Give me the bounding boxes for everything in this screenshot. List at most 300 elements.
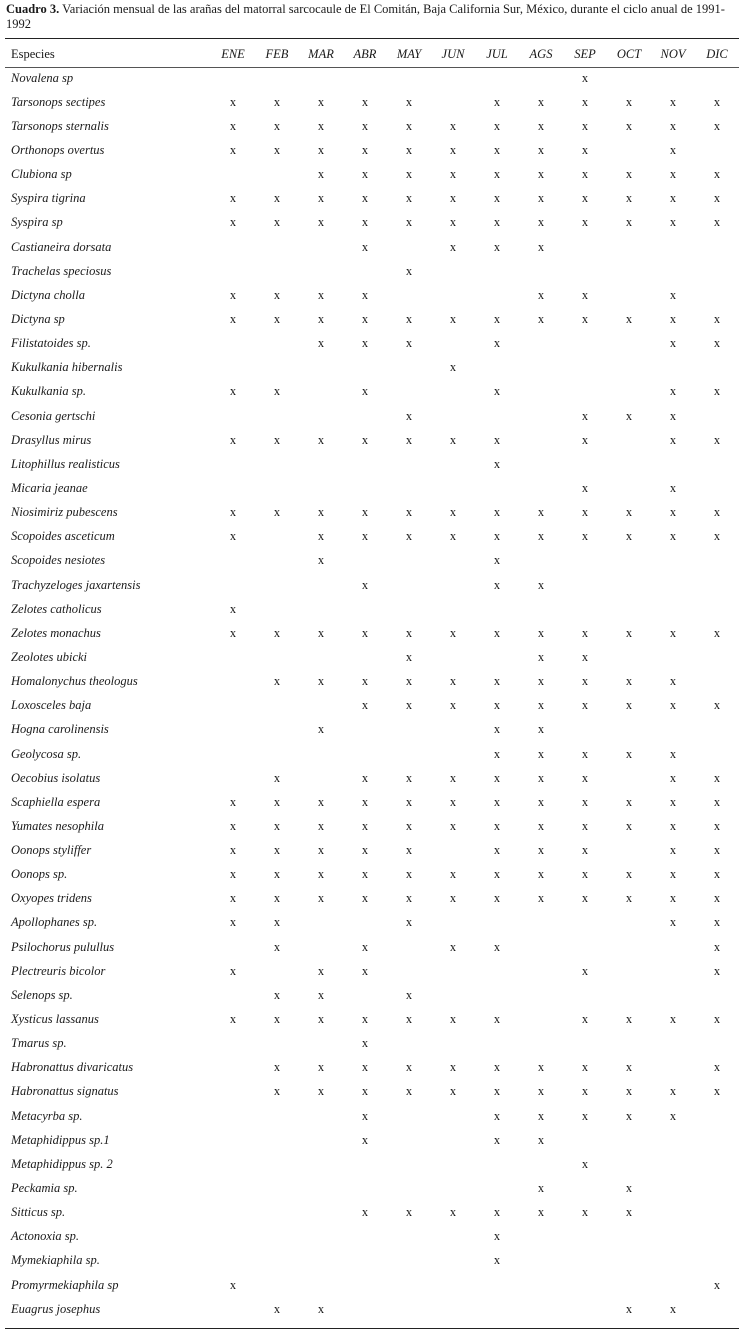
- presence-cell: x: [229, 891, 237, 906]
- presence-cell: [651, 1176, 695, 1200]
- presence-cell: x: [537, 818, 545, 833]
- table-row: [5, 1273, 739, 1297]
- presence-cell: [343, 983, 387, 1007]
- presence-cell: x: [273, 215, 281, 230]
- presence-cell: x: [713, 118, 721, 133]
- presence-cell: [255, 959, 299, 983]
- species-name: Castianeira dorsata: [11, 239, 112, 254]
- presence-cell: [607, 645, 651, 669]
- presence-cell: [695, 452, 739, 476]
- presence-cell: x: [669, 770, 677, 785]
- presence-cell: x: [493, 118, 501, 133]
- presence-cell: [431, 283, 475, 307]
- presence-cell: x: [317, 674, 325, 689]
- presence-cell: x: [713, 167, 721, 182]
- presence-cell: x: [229, 191, 237, 206]
- presence-cell: [211, 1176, 255, 1200]
- presence-cell: x: [581, 70, 589, 85]
- presence-cell: [211, 1080, 255, 1104]
- presence-cell: [695, 404, 739, 428]
- presence-cell: x: [625, 818, 633, 833]
- presence-cell: x: [581, 191, 589, 206]
- presence-cell: [651, 935, 695, 959]
- presence-cell: [695, 476, 739, 500]
- species-name: Geolycosa sp.: [11, 746, 82, 761]
- presence-cell: x: [537, 167, 545, 182]
- presence-cell: [607, 1225, 651, 1249]
- presence-cell: x: [669, 867, 677, 882]
- presence-cell: x: [669, 480, 677, 495]
- presence-cell: [563, 573, 607, 597]
- presence-cell: [607, 959, 651, 983]
- presence-cell: x: [581, 1012, 589, 1027]
- presence-cell: x: [405, 843, 413, 858]
- presence-cell: [299, 476, 343, 500]
- presence-cell: [607, 332, 651, 356]
- presence-cell: x: [581, 891, 589, 906]
- table-row: [5, 597, 739, 621]
- presence-cell: [211, 549, 255, 573]
- presence-cell: x: [405, 191, 413, 206]
- presence-cell: x: [713, 505, 721, 520]
- presence-cell: x: [273, 794, 281, 809]
- presence-cell: [431, 404, 475, 428]
- presence-cell: [255, 742, 299, 766]
- presence-cell: x: [405, 529, 413, 544]
- presence-cell: [211, 1297, 255, 1321]
- table-caption: [6, 2, 736, 32]
- presence-cell: x: [361, 505, 369, 520]
- presence-cell: [475, 1273, 519, 1297]
- presence-cell: x: [669, 191, 677, 206]
- presence-cell: x: [273, 432, 281, 447]
- presence-cell: x: [361, 963, 369, 978]
- presence-cell: x: [669, 94, 677, 109]
- presence-cell: x: [317, 1084, 325, 1099]
- presence-cell: [211, 573, 255, 597]
- presence-cell: [343, 1297, 387, 1321]
- presence-cell: x: [537, 142, 545, 157]
- presence-cell: [607, 1128, 651, 1152]
- species-name: Oxyopes tridens: [11, 891, 92, 906]
- header-month: DIC: [706, 47, 728, 61]
- presence-cell: [607, 1152, 651, 1176]
- presence-cell: x: [317, 843, 325, 858]
- presence-cell: [695, 1104, 739, 1128]
- presence-cell: x: [317, 432, 325, 447]
- presence-cell: [475, 645, 519, 669]
- table-row: [5, 549, 739, 573]
- presence-cell: [387, 1152, 431, 1176]
- presence-cell: x: [361, 336, 369, 351]
- presence-cell: [211, 66, 255, 90]
- presence-cell: [695, 138, 739, 162]
- presence-cell: x: [581, 963, 589, 978]
- presence-cell: [255, 1201, 299, 1225]
- presence-cell: [343, 476, 387, 500]
- presence-cell: x: [713, 1060, 721, 1075]
- presence-cell: [651, 1225, 695, 1249]
- presence-cell: [211, 766, 255, 790]
- presence-cell: [695, 235, 739, 259]
- presence-cell: [475, 1152, 519, 1176]
- presence-cell: x: [273, 118, 281, 133]
- presence-cell: x: [229, 311, 237, 326]
- presence-cell: x: [581, 142, 589, 157]
- presence-cell: x: [405, 118, 413, 133]
- presence-cell: x: [361, 142, 369, 157]
- presence-cell: x: [449, 867, 457, 882]
- presence-cell: [607, 597, 651, 621]
- presence-cell: x: [449, 891, 457, 906]
- presence-cell: x: [493, 142, 501, 157]
- species-name: Metacyrba sp.: [11, 1108, 83, 1123]
- presence-cell: [695, 1128, 739, 1152]
- presence-cell: x: [493, 674, 501, 689]
- presence-cell: [607, 983, 651, 1007]
- presence-cell: [651, 356, 695, 380]
- presence-cell: x: [361, 239, 369, 254]
- species-name: Loxosceles baja: [11, 698, 92, 713]
- presence-cell: x: [713, 867, 721, 882]
- presence-cell: [211, 983, 255, 1007]
- presence-cell: [387, 1249, 431, 1273]
- presence-cell: [651, 549, 695, 573]
- presence-cell: x: [537, 770, 545, 785]
- presence-cell: x: [493, 818, 501, 833]
- presence-cell: x: [625, 167, 633, 182]
- presence-cell: x: [405, 505, 413, 520]
- presence-cell: x: [317, 963, 325, 978]
- header-month: AGS: [529, 47, 553, 61]
- presence-cell: x: [229, 601, 237, 616]
- presence-cell: x: [273, 1060, 281, 1075]
- presence-cell: x: [273, 843, 281, 858]
- presence-cell: [607, 356, 651, 380]
- table-row: [5, 983, 739, 1007]
- presence-cell: x: [361, 843, 369, 858]
- presence-cell: x: [405, 311, 413, 326]
- presence-cell: x: [581, 311, 589, 326]
- presence-cell: [475, 404, 519, 428]
- presence-cell: x: [273, 1301, 281, 1316]
- presence-cell: [651, 597, 695, 621]
- presence-cell: [211, 163, 255, 187]
- presence-cell: [431, 1225, 475, 1249]
- presence-cell: [563, 380, 607, 404]
- presence-cell: [519, 476, 563, 500]
- species-name: Trachelas speciosus: [11, 263, 112, 278]
- presence-cell: x: [537, 311, 545, 326]
- presence-cell: x: [493, 794, 501, 809]
- presence-cell: [519, 404, 563, 428]
- presence-cell: [431, 839, 475, 863]
- presence-cell: [299, 645, 343, 669]
- presence-cell: x: [493, 553, 501, 568]
- presence-cell: [211, 670, 255, 694]
- table-row: [5, 525, 739, 549]
- presence-cell: [607, 235, 651, 259]
- presence-cell: [255, 549, 299, 573]
- presence-cell: [607, 452, 651, 476]
- presence-cell: [211, 1128, 255, 1152]
- presence-cell: [651, 259, 695, 283]
- presence-cell: [299, 1104, 343, 1128]
- presence-cell: [475, 66, 519, 90]
- presence-cell: x: [713, 891, 721, 906]
- presence-cell: [387, 597, 431, 621]
- presence-cell: x: [625, 215, 633, 230]
- presence-cell: x: [405, 987, 413, 1002]
- presence-cell: [651, 1128, 695, 1152]
- presence-cell: [475, 476, 519, 500]
- presence-cell: [607, 259, 651, 283]
- presence-cell: x: [669, 1108, 677, 1123]
- presence-cell: [651, 1201, 695, 1225]
- presence-cell: [387, 476, 431, 500]
- presence-cell: [475, 911, 519, 935]
- presence-cell: [607, 66, 651, 90]
- presence-cell: x: [625, 529, 633, 544]
- presence-cell: x: [581, 867, 589, 882]
- presence-cell: [387, 380, 431, 404]
- presence-cell: x: [361, 1205, 369, 1220]
- presence-cell: x: [361, 1012, 369, 1027]
- presence-cell: [695, 259, 739, 283]
- presence-cell: x: [361, 311, 369, 326]
- presence-cell: x: [625, 891, 633, 906]
- table-body: [5, 66, 739, 1321]
- presence-cell: x: [493, 1229, 501, 1244]
- presence-cell: x: [405, 625, 413, 640]
- presence-cell: x: [405, 1012, 413, 1027]
- presence-cell: [607, 1273, 651, 1297]
- header-month: JUL: [486, 47, 508, 61]
- header-species: Especies: [11, 47, 55, 61]
- presence-cell: x: [449, 698, 457, 713]
- presence-cell: x: [581, 843, 589, 858]
- presence-cell: x: [229, 142, 237, 157]
- presence-cell: [299, 1152, 343, 1176]
- presence-cell: [563, 718, 607, 742]
- presence-cell: x: [449, 794, 457, 809]
- presence-cell: [387, 356, 431, 380]
- presence-cell: [519, 1032, 563, 1056]
- presence-cell: [519, 1273, 563, 1297]
- presence-cell: [255, 573, 299, 597]
- presence-cell: x: [229, 867, 237, 882]
- presence-cell: x: [537, 191, 545, 206]
- presence-cell: x: [449, 505, 457, 520]
- presence-cell: [387, 283, 431, 307]
- presence-cell: [519, 428, 563, 452]
- table-row: [5, 887, 739, 911]
- presence-cell: x: [317, 167, 325, 182]
- table-row: [5, 163, 739, 187]
- presence-cell: x: [713, 625, 721, 640]
- presence-cell: [563, 911, 607, 935]
- presence-cell: x: [317, 215, 325, 230]
- presence-cell: [255, 452, 299, 476]
- presence-cell: x: [537, 1084, 545, 1099]
- presence-cell: [695, 742, 739, 766]
- presence-cell: [431, 983, 475, 1007]
- presence-cell: [607, 718, 651, 742]
- presence-cell: x: [669, 408, 677, 423]
- presence-cell: x: [713, 336, 721, 351]
- presence-cell: [431, 1176, 475, 1200]
- presence-cell: [255, 1128, 299, 1152]
- presence-cell: x: [317, 191, 325, 206]
- table-row: [5, 1152, 739, 1176]
- presence-cell: [431, 573, 475, 597]
- presence-cell: x: [361, 794, 369, 809]
- presence-cell: [695, 356, 739, 380]
- presence-cell: [387, 1273, 431, 1297]
- presence-cell: x: [361, 1108, 369, 1123]
- presence-cell: x: [273, 384, 281, 399]
- presence-cell: x: [229, 432, 237, 447]
- header-month: ABR: [353, 47, 377, 61]
- presence-cell: [651, 959, 695, 983]
- presence-cell: [519, 332, 563, 356]
- species-name: Oecobius isolatus: [11, 770, 101, 785]
- presence-cell: x: [669, 1012, 677, 1027]
- presence-cell: x: [537, 891, 545, 906]
- species-name: Psilochorus pulullus: [11, 939, 115, 954]
- presence-cell: x: [581, 287, 589, 302]
- presence-cell: x: [361, 1132, 369, 1147]
- presence-cell: x: [449, 360, 457, 375]
- presence-cell: x: [361, 1036, 369, 1051]
- species-name: Drasyllus mirus: [11, 432, 92, 447]
- table-row: [5, 814, 739, 838]
- presence-cell: x: [229, 915, 237, 930]
- presence-cell: x: [493, 215, 501, 230]
- table-row: [5, 1056, 739, 1080]
- presence-cell: x: [581, 432, 589, 447]
- presence-cell: x: [405, 432, 413, 447]
- presence-cell: x: [625, 746, 633, 761]
- presence-cell: [387, 573, 431, 597]
- presence-cell: x: [493, 529, 501, 544]
- presence-cell: x: [537, 649, 545, 664]
- species-name: Oonops styliffer: [11, 843, 92, 858]
- presence-cell: x: [317, 94, 325, 109]
- presence-cell: [299, 911, 343, 935]
- presence-cell: x: [669, 746, 677, 761]
- presence-cell: [519, 380, 563, 404]
- presence-cell: x: [449, 191, 457, 206]
- species-name: Orthonops overtus: [11, 142, 105, 157]
- presence-cell: [607, 911, 651, 935]
- presence-cell: x: [229, 1277, 237, 1292]
- presence-cell: x: [449, 311, 457, 326]
- presence-cell: [695, 283, 739, 307]
- presence-cell: x: [405, 818, 413, 833]
- species-name: Yumates nesophila: [11, 818, 104, 833]
- presence-cell: x: [449, 432, 457, 447]
- table-row: [5, 621, 739, 645]
- presence-cell: [299, 1176, 343, 1200]
- presence-cell: x: [493, 1132, 501, 1147]
- presence-cell: [387, 235, 431, 259]
- presence-cell: [563, 1273, 607, 1297]
- presence-cell: x: [317, 818, 325, 833]
- presence-cell: x: [581, 118, 589, 133]
- presence-cell: x: [405, 794, 413, 809]
- presence-cell: [255, 597, 299, 621]
- presence-cell: [255, 404, 299, 428]
- presence-cell: [431, 597, 475, 621]
- table-row: [5, 452, 739, 476]
- species-name: Oonops sp.: [11, 867, 68, 882]
- presence-cell: [387, 452, 431, 476]
- presence-cell: [211, 742, 255, 766]
- table-row: [5, 138, 739, 162]
- presence-cell: [343, 452, 387, 476]
- presence-cell: x: [537, 505, 545, 520]
- presence-cell: [299, 1201, 343, 1225]
- presence-cell: x: [493, 1108, 501, 1123]
- presence-cell: x: [493, 843, 501, 858]
- caption-label: Cuadro 3.: [6, 2, 60, 16]
- presence-cell: [299, 66, 343, 90]
- presence-cell: [343, 1273, 387, 1297]
- species-name: Apollophanes sp.: [11, 915, 98, 930]
- presence-cell: x: [273, 770, 281, 785]
- presence-cell: x: [625, 867, 633, 882]
- presence-cell: x: [317, 142, 325, 157]
- presence-cell: x: [581, 1060, 589, 1075]
- table-row: [5, 645, 739, 669]
- presence-cell: [475, 1176, 519, 1200]
- header-month: FEB: [265, 47, 289, 61]
- presence-cell: [695, 718, 739, 742]
- presence-cell: [651, 66, 695, 90]
- presence-cell: [651, 1056, 695, 1080]
- presence-cell: x: [273, 1084, 281, 1099]
- presence-cell: x: [229, 818, 237, 833]
- presence-cell: x: [669, 625, 677, 640]
- presence-cell: [695, 1032, 739, 1056]
- presence-cell: [431, 1249, 475, 1273]
- presence-cell: x: [273, 625, 281, 640]
- presence-cell: x: [669, 843, 677, 858]
- table-row: [5, 911, 739, 935]
- presence-cell: x: [713, 529, 721, 544]
- table-row: [5, 404, 739, 428]
- presence-cell: [651, 573, 695, 597]
- table-row: [5, 742, 739, 766]
- presence-cell: x: [361, 770, 369, 785]
- caption-text: Variación mensual de las arañas del matorral sarcocaule de El Comitán, Baja California Sur, México, durante el ciclo anual de 1991-1992: [6, 2, 725, 31]
- presence-cell: x: [581, 529, 589, 544]
- presence-cell: [299, 694, 343, 718]
- species-name: Cesonia gertschi: [11, 408, 96, 423]
- header-month: ENE: [221, 47, 245, 61]
- species-name: Micaria jeanae: [11, 480, 88, 495]
- presence-cell: x: [537, 118, 545, 133]
- presence-cell: [255, 356, 299, 380]
- presence-cell: x: [273, 505, 281, 520]
- presence-cell: x: [669, 1084, 677, 1099]
- table-row: [5, 863, 739, 887]
- presence-cell: x: [493, 577, 501, 592]
- presence-cell: x: [537, 239, 545, 254]
- presence-cell: x: [317, 287, 325, 302]
- species-name: Filistatoides sp.: [11, 336, 91, 351]
